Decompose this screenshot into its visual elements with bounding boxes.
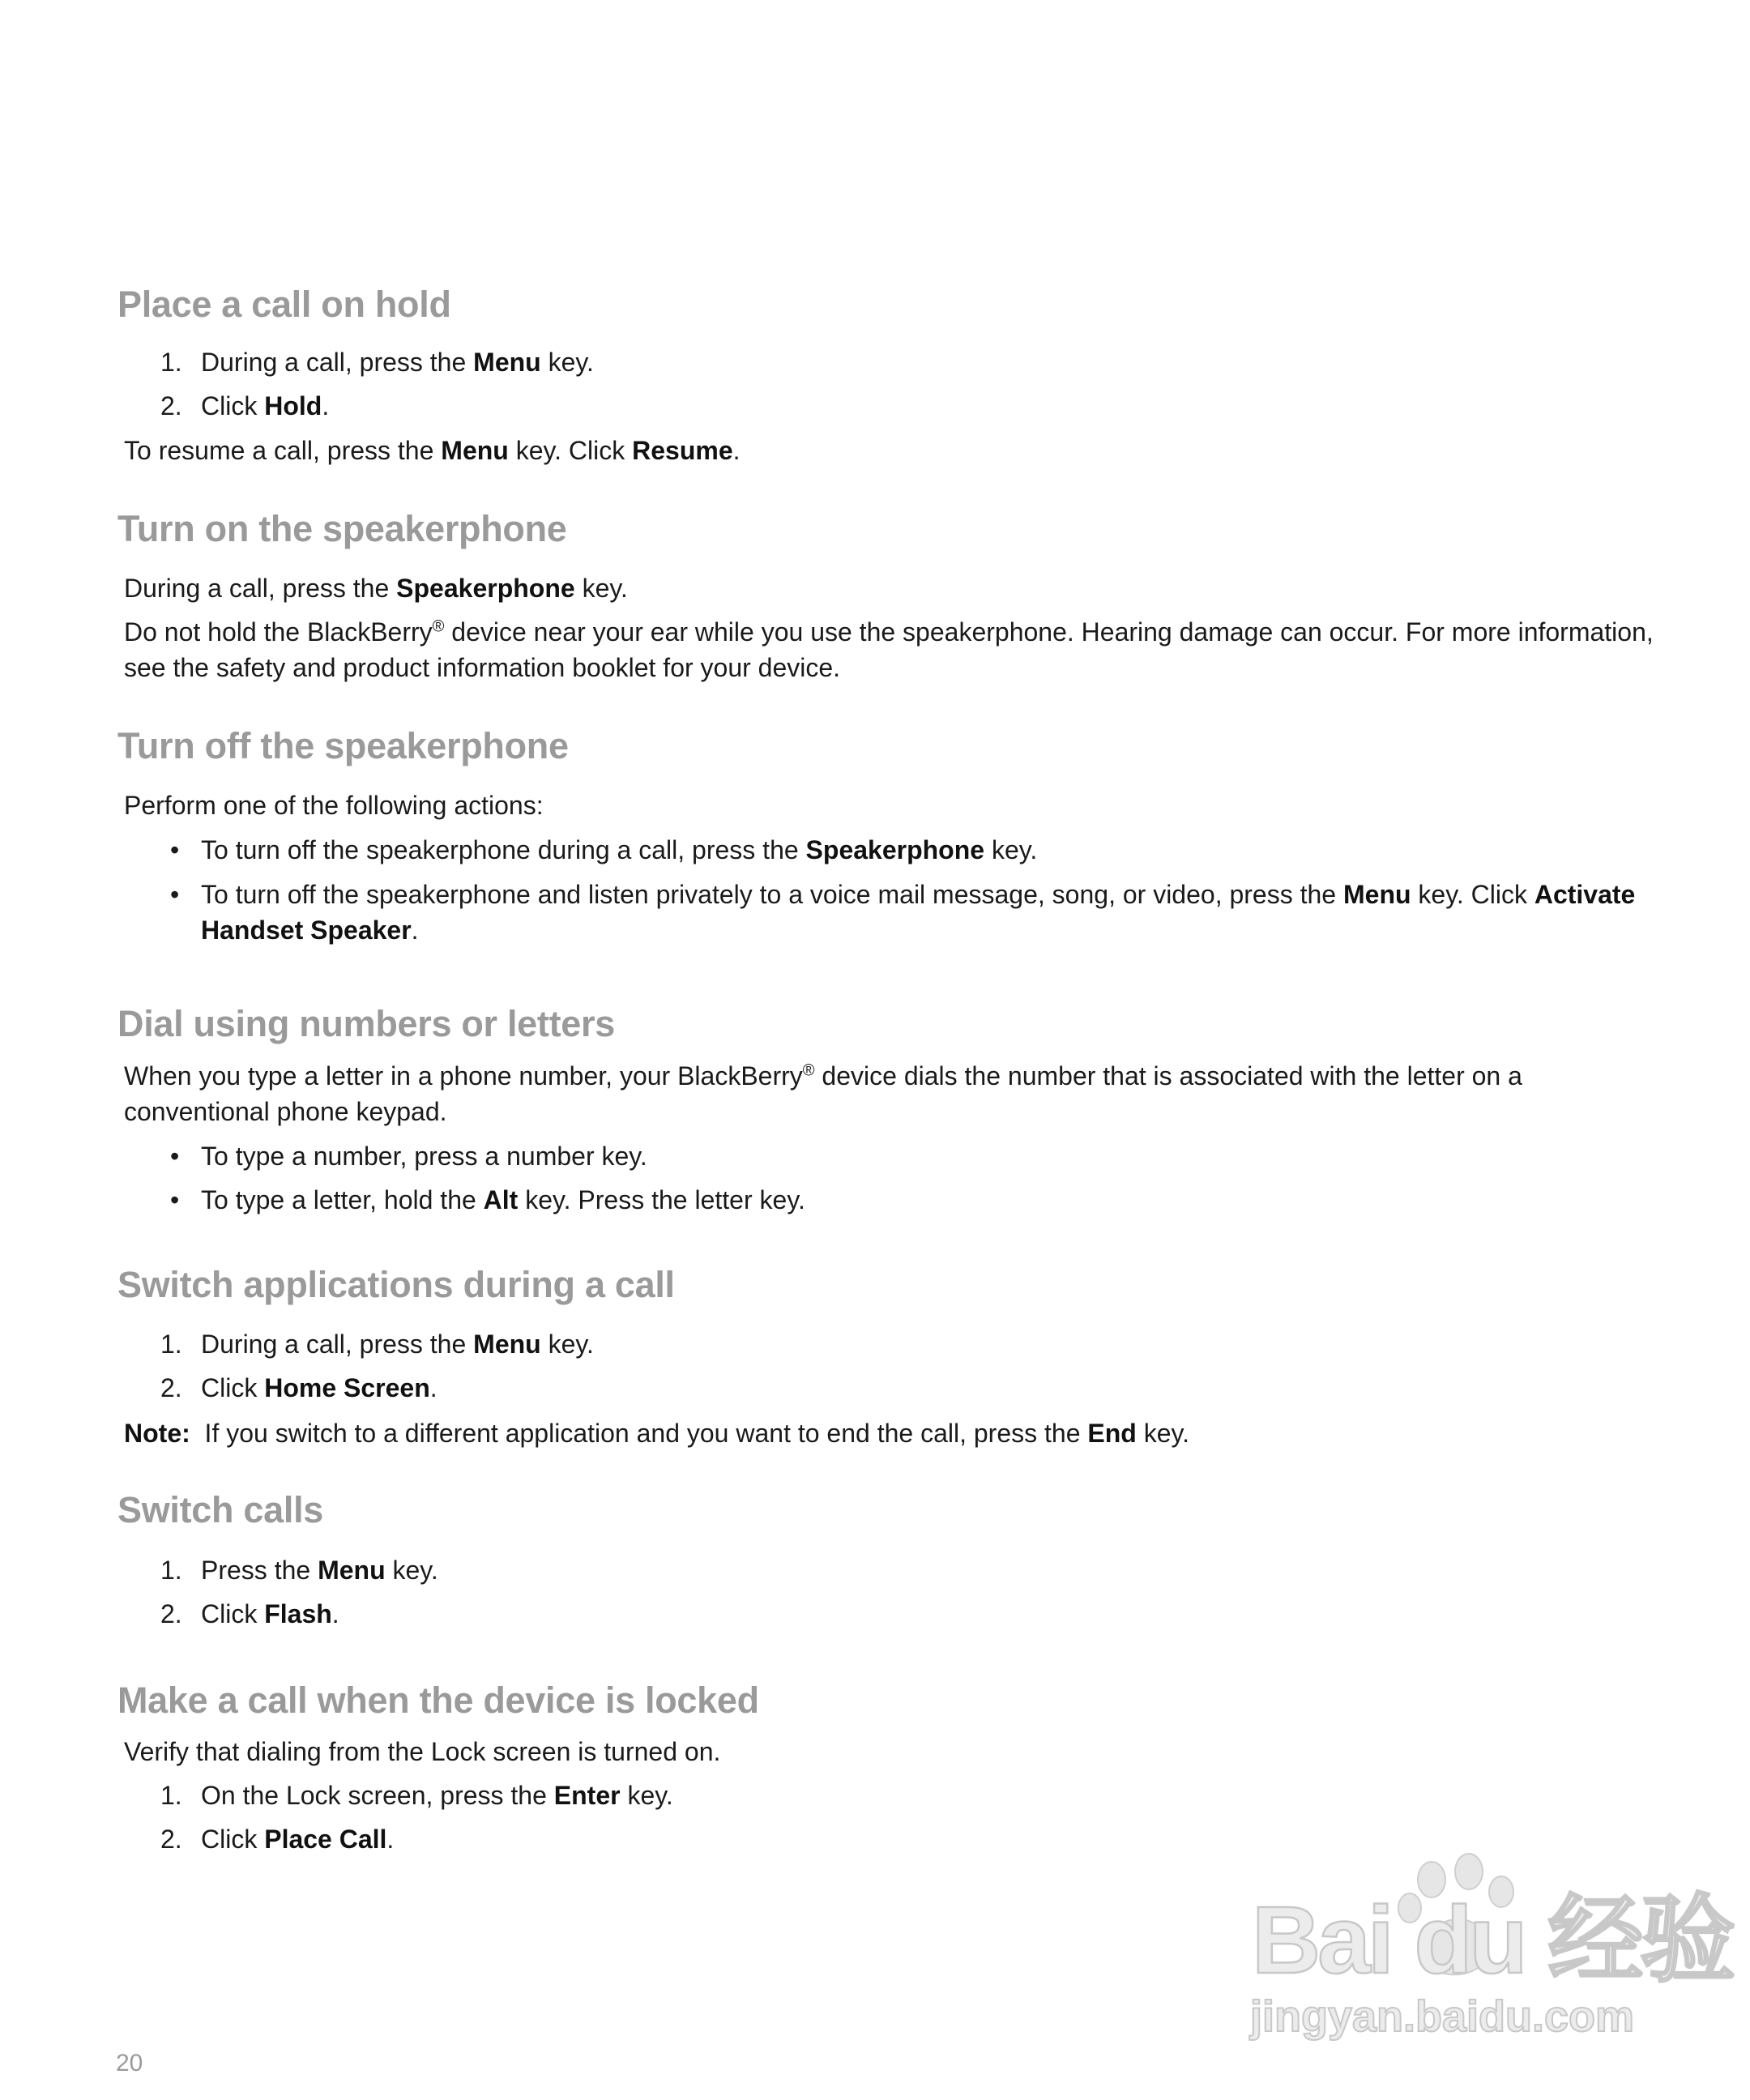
speaker-off-bullet-1: • To turn off the speakerphone during a call, press the Speakerphone key. [201, 832, 1037, 868]
bullet-icon: • [170, 1185, 180, 1214]
step-number: 2. [160, 1825, 182, 1854]
heading-turn-off-speakerphone: Turn off the speakerphone [117, 725, 569, 766]
heading-dial-numbers-letters: Dial using numbers or letters [117, 1003, 615, 1044]
switch-calls-step-1: 1. Press the Menu key. [201, 1552, 438, 1588]
step-number: 1. [160, 348, 182, 377]
speaker-on-instruction: During a call, press the Speakerphone key. [124, 574, 628, 603]
page-number: 20 [116, 2050, 143, 2077]
step-number: 2. [160, 1373, 182, 1402]
switch-apps-step-1: 1. During a call, press the Menu key. [201, 1326, 594, 1362]
locked-step-1: 1. On the Lock screen, press the Enter key. [201, 1778, 673, 1813]
step-number: 1. [160, 1330, 182, 1359]
dial-bullet-1: • To type a number, press a number key. [201, 1138, 647, 1174]
watermark-url: jingyan.baidu.com [1250, 1992, 1635, 2041]
switch-apps-note: Note: If you switch to a different application and you want to end the call, press the End key. [124, 1419, 1190, 1448]
step-number: 2. [160, 391, 182, 420]
dial-letters-intro: When you type a letter in a phone number, your BlackBerry® device dials the number that is associated with the letter on a conventional phone keypad. [124, 1061, 1522, 1126]
locked-step-2: 2. Click Place Call. [201, 1821, 394, 1857]
hold-option-label: Hold [264, 391, 322, 420]
speaker-off-bullet-2: • To turn off the speakerphone and listen privately to a voice mail message, song, or video, press the Menu key. Click Activate Handset Speaker. [201, 877, 1643, 948]
heading-call-when-locked: Make a call when the device is locked [117, 1680, 759, 1721]
baidu-paw-logo-icon [1244, 1843, 1733, 2042]
hold-step-2: 2. Click Hold. [201, 388, 329, 424]
dial-bullet-2: • To type a letter, hold the Alt key. Press the letter key. [201, 1182, 805, 1218]
switch-calls-step-2: 2. Click Flash. [201, 1596, 339, 1632]
speaker-off-intro: Perform one of the following actions: [124, 791, 544, 820]
heading-switch-calls: Switch calls [117, 1489, 324, 1530]
heading-switch-applications: Switch applications during a call [117, 1264, 675, 1305]
resume-call-text: To resume a call, press the Menu key. Click Resume. [124, 436, 741, 465]
watermark-brand: Bai du 经验 [1252, 1887, 1733, 1994]
bullet-icon: • [170, 1142, 180, 1171]
step-number: 1. [160, 1556, 182, 1585]
heading-place-call-on-hold: Place a call on hold [117, 284, 451, 325]
baidu-jingyan-watermark [1244, 1843, 1733, 2042]
speaker-warning-text: Do not hold the BlackBerry® device near your ear while you use the speakerphone. Hearing damage can occur. For more information, see the safety and product information booklet for your device. [124, 617, 1654, 682]
step-number: 1. [160, 1781, 182, 1810]
hold-step-1: 1. During a call, press the Menu key. [201, 344, 594, 380]
heading-turn-on-speakerphone: Turn on the speakerphone [117, 508, 567, 549]
bullet-icon: • [170, 880, 180, 909]
locked-intro: Verify that dialing from the Lock screen is turned on. [124, 1737, 721, 1766]
step-number: 2. [160, 1599, 182, 1628]
note-label: Note: [124, 1419, 190, 1448]
bullet-icon: • [170, 835, 180, 864]
switch-apps-step-2: 2. Click Home Screen. [201, 1370, 438, 1406]
menu-key-label: Menu [473, 348, 541, 377]
